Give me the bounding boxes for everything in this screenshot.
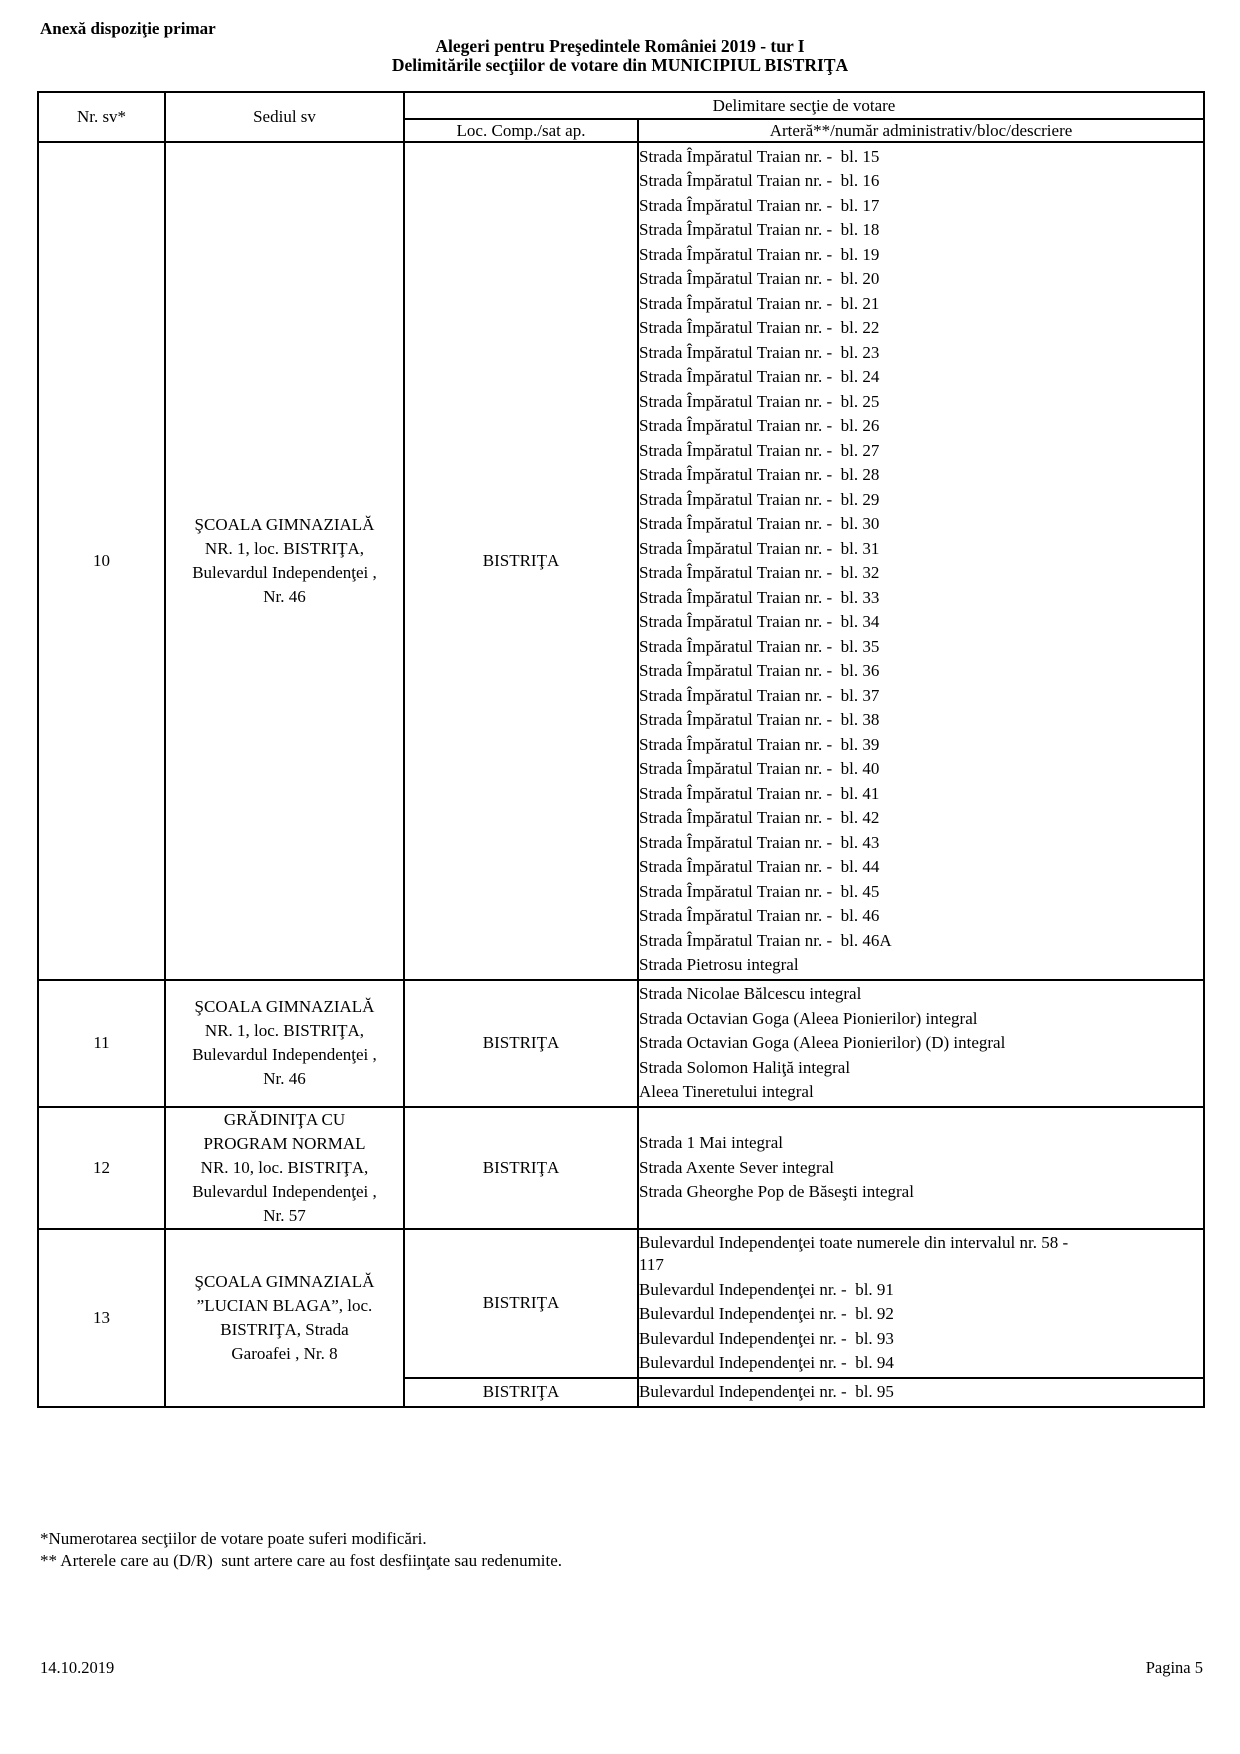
artera-line: Strada Împăratul Traian nr. - bl. 38 [639, 710, 880, 729]
sediul-sv-cell [165, 980, 404, 1107]
page-footer [40, 1658, 1203, 1678]
artera-cell [638, 1378, 1204, 1407]
artera-line: Strada Împăratul Traian nr. - bl. 34 [639, 612, 880, 631]
col-header-sediul-sv: Sediul sv [165, 92, 404, 142]
loc-comp-cell: BISTRIŢA [404, 1378, 638, 1407]
artera-line: Aleea Tineretului integral [639, 1082, 814, 1101]
sediu-line: GRĂDINIŢA CU [223, 1109, 346, 1129]
artera-line: Strada Pietrosu integral [639, 955, 799, 974]
artera-line: Strada Împăratul Traian nr. - bl. 43 [639, 832, 880, 852]
sediu-line: Nr. 57 [263, 1205, 306, 1225]
sediu-line: PROGRAM NORMAL [203, 1133, 366, 1153]
artera-line: Strada Împăratul Traian nr. - bl. 37 [639, 685, 880, 705]
artera-cell [638, 142, 1204, 980]
artera-line: Bulevardul Independenţei nr. - bl. 92 [639, 1304, 894, 1323]
nr-sv-cell: 12 [38, 1107, 165, 1229]
artera-line: Strada Împăratul Traian nr. - bl. 15 [639, 146, 880, 166]
artera-line: Strada Împăratul Traian nr. - bl. 31 [639, 538, 880, 558]
artera-line: Strada Împăratul Traian nr. - bl. 41 [639, 783, 880, 803]
nr-sv-cell: 11 [38, 980, 165, 1107]
artera-line: Strada Împăratul Traian nr. - bl. 20 [639, 269, 880, 288]
sediul-sv-cell [165, 1107, 404, 1229]
loc-comp-cell: BISTRIŢA [404, 142, 638, 980]
page-title [37, 37, 1203, 75]
annex-label: Anexă dispoziţie primar [40, 19, 216, 38]
sediu-line: ŞCOALA GIMNAZIALĂ [194, 1271, 375, 1291]
sediu-line: BISTRIŢA, Strada [220, 1319, 349, 1339]
artera-line: Strada Împăratul Traian nr. - bl. 26 [639, 416, 880, 435]
artera-line: Strada Împăratul Traian nr. - bl. 25 [639, 391, 880, 411]
artera-line: Bulevardul Independenţei nr. - bl. 91 [639, 1279, 894, 1299]
artera-line: Strada Împăratul Traian nr. - bl. 42 [639, 808, 880, 827]
footer-page-number: Pagina 5 [1145, 1658, 1203, 1677]
artera-cell [638, 1107, 1204, 1229]
artera-line: Strada Împăratul Traian nr. - bl. 36 [639, 661, 880, 680]
loc-comp-cell: BISTRIŢA [404, 1107, 638, 1229]
artera-line: Strada Împăratul Traian nr. - bl. 40 [639, 759, 880, 778]
artera-line: Bulevardul Independenţei nr. - bl. 93 [639, 1328, 894, 1348]
loc-comp-cell: BISTRIŢA [404, 980, 638, 1107]
artera-line: Strada Împăratul Traian nr. - bl. 46A [639, 930, 892, 950]
artera-cell [638, 980, 1204, 1107]
sediu-line: Nr. 46 [263, 586, 306, 606]
table-row [38, 1107, 1204, 1229]
sediu-line: ŞCOALA GIMNAZIALĂ [194, 514, 375, 534]
col-header-delimitare: Delimitare secţie de votare [404, 92, 1204, 119]
table-body [38, 142, 1204, 1407]
artera-line: Bulevardul Independenţei nr. - bl. 95 [639, 1382, 894, 1401]
artera-cell [638, 1229, 1204, 1378]
footnotes [40, 1528, 1203, 1572]
nr-sv-cell: 13 [38, 1229, 165, 1407]
artera-line: Strada 1 Mai integral [639, 1133, 783, 1152]
loc-comp-cell: BISTRIŢA [404, 1229, 638, 1378]
sediu-line: ŞCOALA GIMNAZIALĂ [194, 997, 375, 1016]
artera-line: Strada Împăratul Traian nr. - bl. 44 [639, 857, 880, 876]
footer-date: 14.10.2019 [40, 1658, 115, 1677]
artera-line: Strada Împăratul Traian nr. - bl. 17 [639, 195, 880, 215]
artera-line: Bulevardul Independenţei toate numerele din intervalul nr. 58 - 117 [639, 1233, 1073, 1274]
artera-line: Strada Împăratul Traian nr. - bl. 45 [639, 881, 880, 901]
artera-line: Strada Împăratul Traian nr. - bl. 29 [639, 489, 880, 509]
artera-line: Strada Împăratul Traian nr. - bl. 16 [639, 171, 880, 190]
sediu-line: NR. 1, loc. BISTRIŢA, [204, 538, 365, 558]
delimitation-table [37, 91, 1205, 1408]
table-row [38, 980, 1204, 1107]
table-row [38, 142, 1204, 980]
table-row [38, 1229, 1204, 1378]
artera-line: Strada Împăratul Traian nr. - bl. 35 [639, 636, 880, 656]
table-header [38, 92, 1204, 142]
col-header-nr-sv: Nr. sv* [38, 92, 165, 142]
sediu-line: Bulevardul Independenţei , [192, 1181, 377, 1201]
artera-line: Strada Împăratul Traian nr. - bl. 32 [639, 563, 880, 582]
artera-line: Strada Împăratul Traian nr. - bl. 33 [639, 587, 880, 607]
artera-line: Strada Împăratul Traian nr. - bl. 22 [639, 318, 880, 337]
artera-line: Strada Împăratul Traian nr. - bl. 39 [639, 734, 880, 754]
sediul-sv-cell [165, 142, 404, 980]
artera-line: Strada Împăratul Traian nr. - bl. 23 [639, 342, 880, 362]
artera-line: Strada Octavian Goga (Aleea Pionierilor) integral [639, 1008, 978, 1028]
artera-line: Strada Octavian Goga (Aleea Pionierilor) (D) integral [639, 1033, 1006, 1052]
col-header-loc-comp: Loc. Comp./sat ap. [404, 119, 638, 142]
nr-sv-cell: 10 [38, 142, 165, 980]
footnote-numbering: *Numerotarea secţiilor de votare poate suferi modificări. [40, 1529, 427, 1548]
sediu-line: Bulevardul Independenţei , [192, 562, 377, 582]
header-row-top [38, 92, 1204, 119]
artera-line: Strada Nicolae Bălcescu integral [639, 984, 862, 1003]
artera-line: Strada Împăratul Traian nr. - bl. 30 [639, 514, 880, 533]
col-header-artera: Arteră**/număr administrativ/bloc/descriere [638, 119, 1204, 142]
sediu-line: Bulevardul Independenţei , [192, 1045, 377, 1064]
sediul-sv-cell [165, 1229, 404, 1407]
artera-line: Strada Axente Sever integral [639, 1157, 834, 1177]
sediu-line: Nr. 46 [263, 1069, 306, 1088]
page-title-line2: Delimitările secţiilor de votare din MUNICIPIUL BISTRIŢA [391, 55, 849, 75]
artera-line: Strada Împăratul Traian nr. - bl. 28 [639, 465, 880, 484]
artera-line: Strada Împăratul Traian nr. - bl. 46 [639, 906, 880, 925]
artera-line: Strada Împăratul Traian nr. - bl. 18 [639, 220, 880, 239]
sediu-line: NR. 10, loc. BISTRIŢA, [200, 1157, 369, 1177]
footnote-artere: ** Arterele care au (D/R) sunt artere care au fost desfiinţate sau redenumite. [40, 1551, 563, 1570]
sediu-line: ”LUCIAN BLAGA”, loc. [196, 1295, 373, 1315]
page-title-line1: Alegeri pentru Preşedintele României 2019 - tur I [435, 36, 805, 56]
artera-line: Bulevardul Independenţei nr. - bl. 94 [639, 1353, 894, 1372]
artera-line: Strada Solomon Haliţă integral [639, 1057, 851, 1077]
artera-line: Strada Împăratul Traian nr. - bl. 21 [639, 293, 880, 313]
artera-line: Strada Împăratul Traian nr. - bl. 19 [639, 244, 880, 264]
sediu-line: Garoafei , Nr. 8 [231, 1343, 338, 1363]
artera-line: Strada Împăratul Traian nr. - bl. 27 [639, 440, 880, 460]
artera-line: Strada Gheorghe Pop de Băseşti integral [639, 1182, 914, 1201]
artera-line: Strada Împăratul Traian nr. - bl. 24 [639, 367, 880, 386]
sediu-line: NR. 1, loc. BISTRIŢA, [204, 1021, 365, 1040]
